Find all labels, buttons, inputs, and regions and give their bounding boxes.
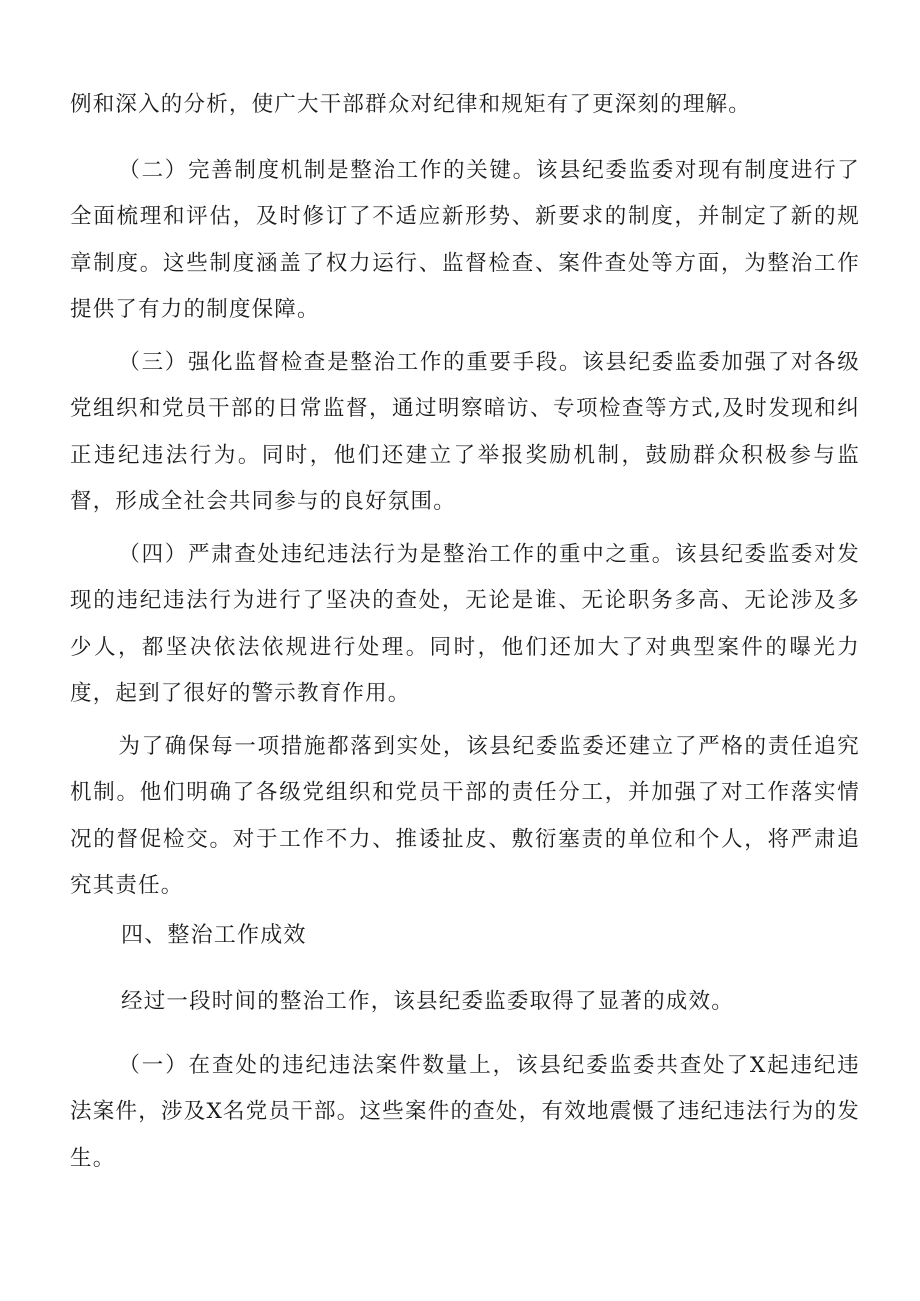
paragraph-2-institutional-mechanism: （二）完善制度机制是整治工作的关键。该县纪委监委对现有制度进行了全面梳理和评估，及时修订了不适应新形势、新要求的制度，并制定了新的规章制度。这些制度涵盖了权力运行、监督检查、案件查处等方面，为整治工作提供了有力的制度保障。 — [70, 158, 860, 322]
paragraph-continuation: 例和深入的分析，使广大干部群众对纪律和规矩有了更深刻的理解。 — [70, 92, 752, 117]
paragraph-results-intro: 经过一段时间的整治工作，该县纪委监委取得了显著的成效。 — [121, 989, 734, 1014]
paragraph-results-1: （一）在查处的违纪违法案件数量上，该县纪委监委共查处了X起违纪违法案件，涉及X名党员干部。这些案件的查处，有效地震慑了违纪违法行为的发生。 — [70, 1053, 860, 1171]
paragraph-3-supervision: （三）强化监督检查是整治工作的重要手段。该县纪委监委加强了对各级党组织和党员干部的日常监督，通过明察暗访、专项检查等方式,及时发现和纠正违纪违法行为。同时，他们还建立了举报奖励机制，鼓励群众积极参与监督，形成全社会共同参与的良好氛围。 — [70, 350, 860, 514]
paragraph-4-investigation: （四）严肃查处违纪违法行为是整治工作的重中之重。该县纪委监委对发现的违纪违法行为进行了坚决的查处，无论是谁、无论职务多高、无论涉及多少人，都坚决依法依规进行处理。同时，他们还加大了对典型案件的曝光力度，起到了很好的警示教育作用。 — [70, 542, 860, 706]
section-heading-4: 四、整治工作成效 — [121, 923, 307, 948]
paragraph-accountability: 为了确保每一项措施都落到实处，该县纪委监委还建立了严格的责任追究机制。他们明确了各级党组织和党员干部的责任分工，并加强了对工作落实情况的督促检交。对于工作不力、推诿扯皮、敷衍塞责的单位和个人，将严肃追究其责任。 — [70, 734, 860, 898]
